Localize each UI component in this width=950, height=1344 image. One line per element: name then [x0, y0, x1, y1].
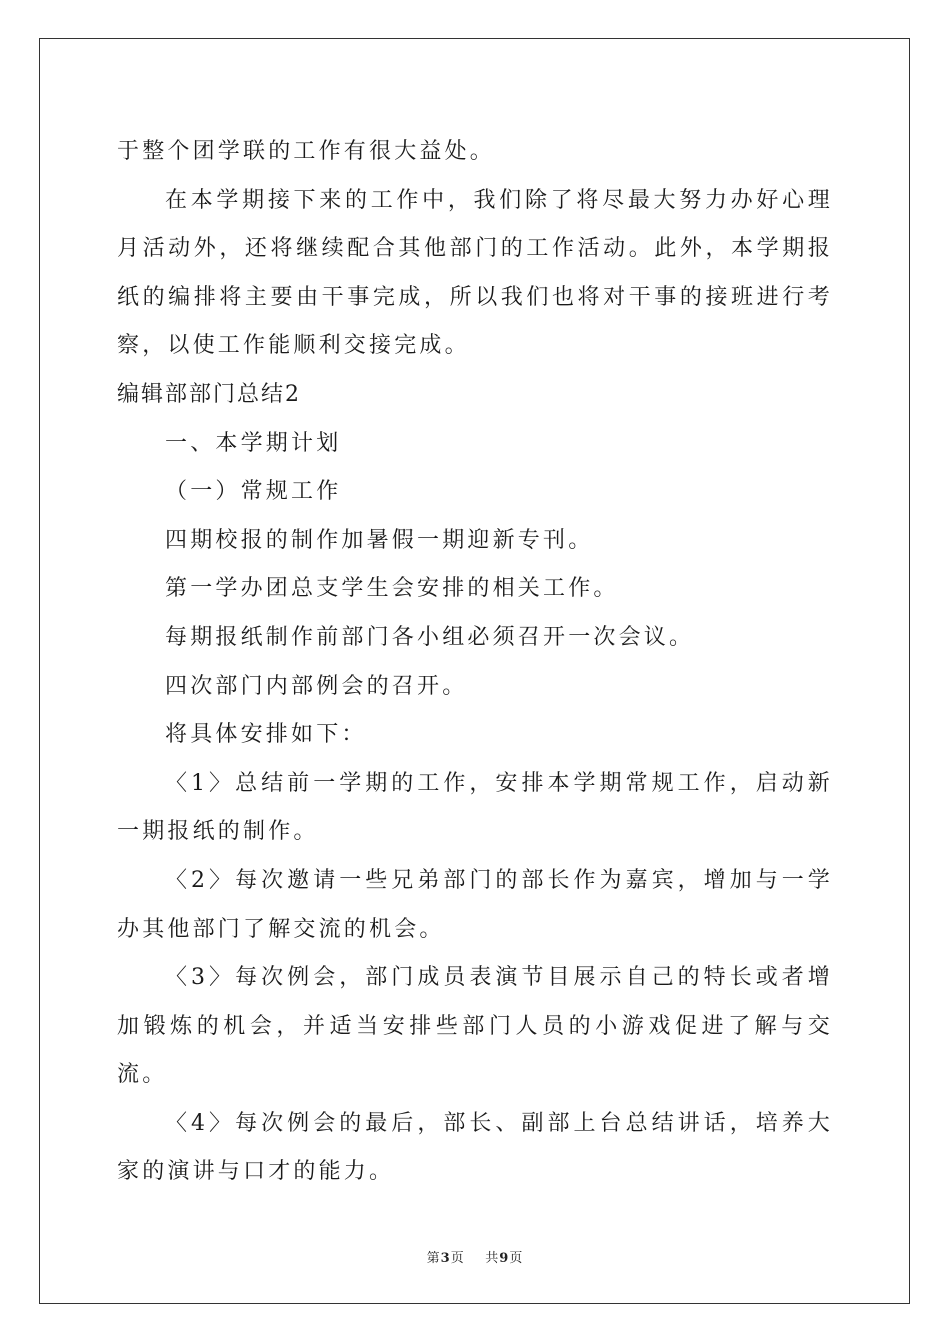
- plan-item: 第一学办团总支学生会安排的相关工作。: [165, 576, 619, 602]
- arrangement-item: 〈1〉总结前一学期的工作，安排本学期常规工作，启动新一期报纸的制作。: [117, 770, 833, 845]
- arrangement-item: 〈4〉每次例会的最后，部长、副部上台总结讲话，培养大家的演讲与口才的能力。: [117, 1110, 833, 1185]
- arrangement-item: 〈3〉每次例会，部门成员表演节目展示自己的特长或者增加锻炼的机会，并适当安排些部门人员的小游戏促进了解与交流。: [117, 965, 833, 1088]
- footer-page-suffix: 页: [450, 1251, 465, 1266]
- plan-item: 每期报纸制作前部门各小组必须召开一次会议。: [165, 624, 695, 650]
- plan-item: 四次部门内部例会的召开。: [165, 673, 468, 699]
- footer-total-prefix: 共: [485, 1251, 500, 1266]
- paragraph-work-plan: 在本学期接下来的工作中，我们除了将尽最大努力办好心理月活动外，还将继续配合其他部门的工作活动。此外，本学期报纸的编排将主要由干事完成，所以我们也将对干事的接班进行考察，以使工作能顺利交接完成。: [117, 187, 833, 359]
- footer-total-suffix: 页: [509, 1251, 524, 1266]
- arrangement-item: 〈2〉每次邀请一些兄弟部门的部长作为嘉宾，增加与一学办其他部门了解交流的机会。: [117, 867, 833, 942]
- section-title: 编辑部部门总结2: [117, 381, 301, 407]
- paragraph-continued: 于整个团学联的工作有很大益处。: [117, 139, 496, 164]
- footer-page-number: 3: [440, 1251, 451, 1266]
- plan-item: 四期校报的制作加暑假一期迎新专刊。: [165, 527, 594, 553]
- plan-item: 将具体安排如下：: [165, 722, 367, 748]
- footer-total-pages: 9: [499, 1251, 510, 1266]
- plan-subheading: （一）常规工作: [165, 479, 342, 505]
- page-footer: [0, 1247, 950, 1266]
- document-body: [117, 128, 833, 1197]
- plan-heading: 一、本学期计划: [165, 430, 342, 456]
- footer-page-prefix: 第: [426, 1251, 441, 1266]
